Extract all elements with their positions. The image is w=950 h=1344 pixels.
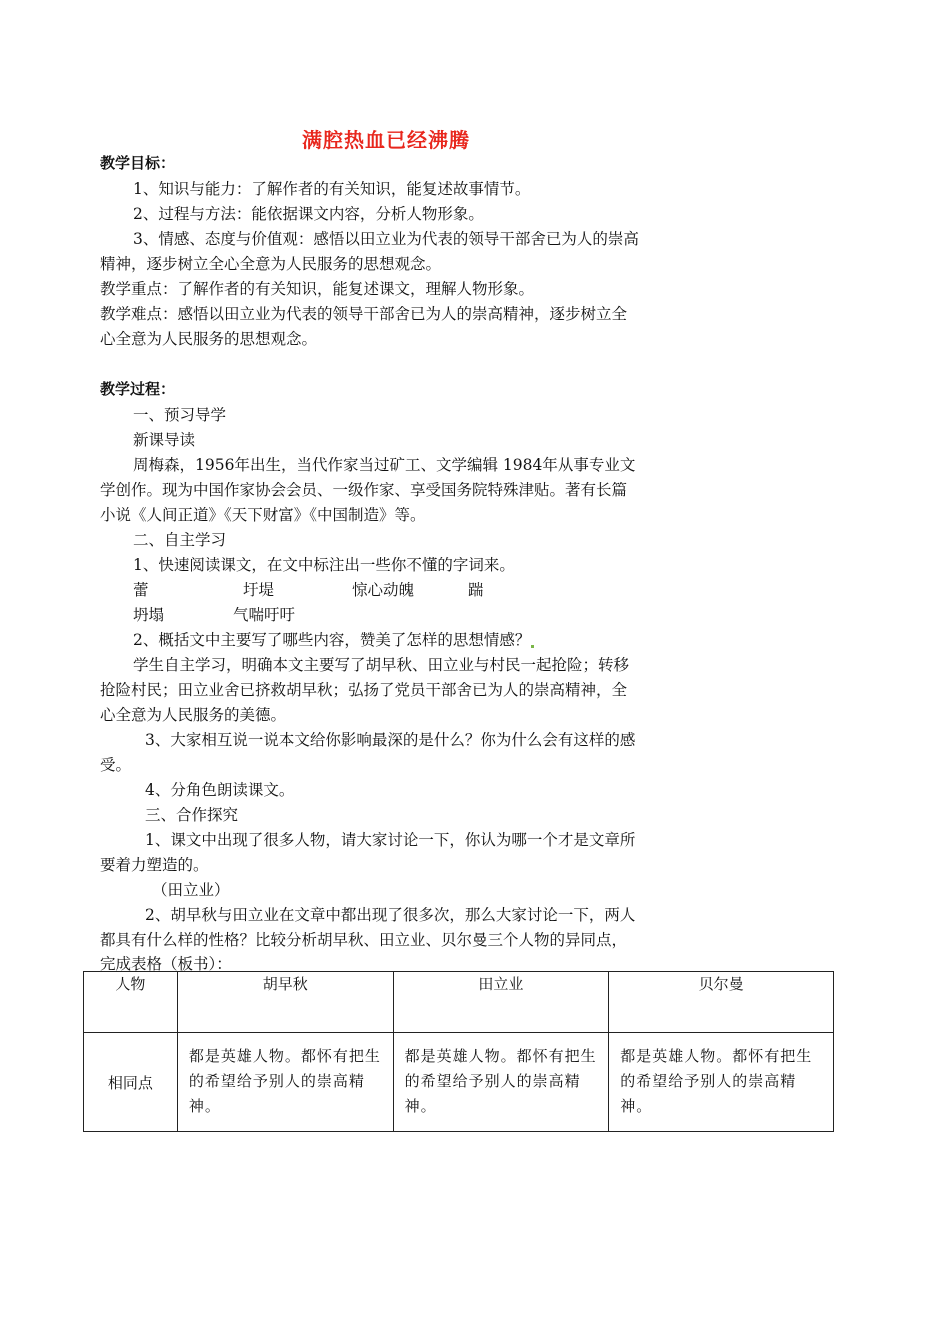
coop-2-line-3: 完成表格（板书）： — [100, 955, 232, 973]
vocab-word: 踹 — [468, 581, 484, 599]
question-3-line-1: 3、大家相互说一说本文给你影响最深的是什么？你为什么会有这样的感 — [145, 731, 636, 749]
table-header: 胡早秋 — [177, 972, 393, 1033]
question-1: 1、快速阅读课文，在文中标注出一些你不懂的字词来。 — [133, 556, 515, 574]
section-3-title: 三、合作探究 — [145, 806, 239, 824]
cell-text: 都是英雄人物。都怀有把生的希望给予别人的崇高精神。 — [620, 1047, 813, 1115]
cell-text: 都是英雄人物。都怀有把生的希望给予别人的崇高精神。 — [404, 1047, 597, 1115]
coop-1-line-2: 要着力塑造的。 — [100, 856, 209, 874]
goal-1: 1、知识与能力：了解作者的有关知识，能复述故事情节。 — [133, 180, 531, 198]
question-2: 2、概括文中主要写了哪些内容，赞美了怎样的思想情感？ — [133, 628, 535, 650]
difficulty-line-2: 心全意为人民服务的思想观念。 — [100, 330, 318, 348]
cell-text: 都是英雄人物。都怀有把生的希望给予别人的崇高精神。 — [188, 1047, 381, 1115]
coop-2-line-2: 都具有什么样的性格？比较分析胡早秋、田立业、贝尔曼三个人物的异同点， — [100, 931, 628, 949]
vocab-word: 坍塌 — [133, 606, 165, 624]
author-line-1: 周梅森，1956年出生，当代作家当过矿工、文学编辑 1984年从事专业文 — [133, 456, 636, 474]
answer-2-line-3: 心全意为人民服务的美德。 — [100, 706, 287, 724]
section-2-title: 二、自主学习 — [133, 531, 227, 549]
vocab-word: 圩堤 — [243, 581, 275, 599]
table-header: 田立业 — [393, 972, 609, 1033]
table-cell — [609, 1033, 834, 1132]
table-header-row — [84, 972, 834, 1033]
vocab-word: 蕾 — [133, 581, 149, 599]
difficulty-line-1: 教学难点：感悟以田立业为代表的领导干部舍已为人的崇高精神，逐步树立全 — [100, 305, 628, 323]
answer-2-line-1: 学生自主学习，明确本文主要写了胡早秋、田立业与村民一起抢险；转移 — [133, 656, 630, 674]
section-1-subtitle: 新课导读 — [133, 431, 196, 449]
table-header: 贝尔曼 — [609, 972, 834, 1033]
vocab-word: 惊心动魄 — [352, 581, 415, 599]
answer-2-line-2: 抢险村民；田立业舍已挤救胡早秋；弘扬了党员干部舍已为人的崇高精神，全 — [100, 681, 628, 699]
comparison-table — [83, 971, 834, 1132]
goal-2: 2、过程与方法：能依据课文内容，分析人物形象。 — [133, 205, 484, 223]
question-4: 4、分角色朗读课文。 — [145, 781, 295, 799]
table-cell — [177, 1033, 393, 1132]
coop-2-line-1: 2、胡早秋与田立业在文章中都出现了很多次，那么大家讨论一下，两人 — [145, 906, 636, 924]
question-3-line-2: 受。 — [100, 756, 132, 774]
table-row — [84, 1033, 834, 1132]
coop-1-line-1: 1、课文中出现了很多人物，请大家讨论一下，你认为哪一个才是文章所 — [145, 831, 636, 849]
process-heading: 教学过程： — [100, 380, 176, 398]
goal-3-line-2: 精神，逐步树立全心全意为人民服务的思想观念。 — [100, 255, 442, 273]
vocab-word: 气喘吁吁 — [233, 606, 296, 624]
marker-dot — [531, 645, 534, 648]
table-header: 人物 — [84, 972, 178, 1033]
section-1-title: 一、预习导学 — [133, 406, 227, 424]
goals-heading: 教学目标： — [100, 154, 176, 172]
coop-1-answer: （田立业） — [152, 881, 230, 899]
author-line-2: 学创作。现为中国作家协会会员、一级作家、享受国务院特殊津贴。著有长篇 — [100, 481, 628, 499]
table-cell — [393, 1033, 609, 1132]
author-line-3: 小说《人间正道》《天下财富》《中国制造》等。 — [100, 506, 426, 524]
row-label: 相同点 — [84, 1033, 178, 1132]
page-title: 满腔热血已经沸腾 — [302, 128, 470, 152]
key-point: 教学重点：了解作者的有关知识，能复述课文，理解人物形象。 — [100, 280, 535, 298]
goal-3-line-1: 3、情感、态度与价值观：感悟以田立业为代表的领导干部舍已为人的崇高 — [133, 230, 639, 248]
